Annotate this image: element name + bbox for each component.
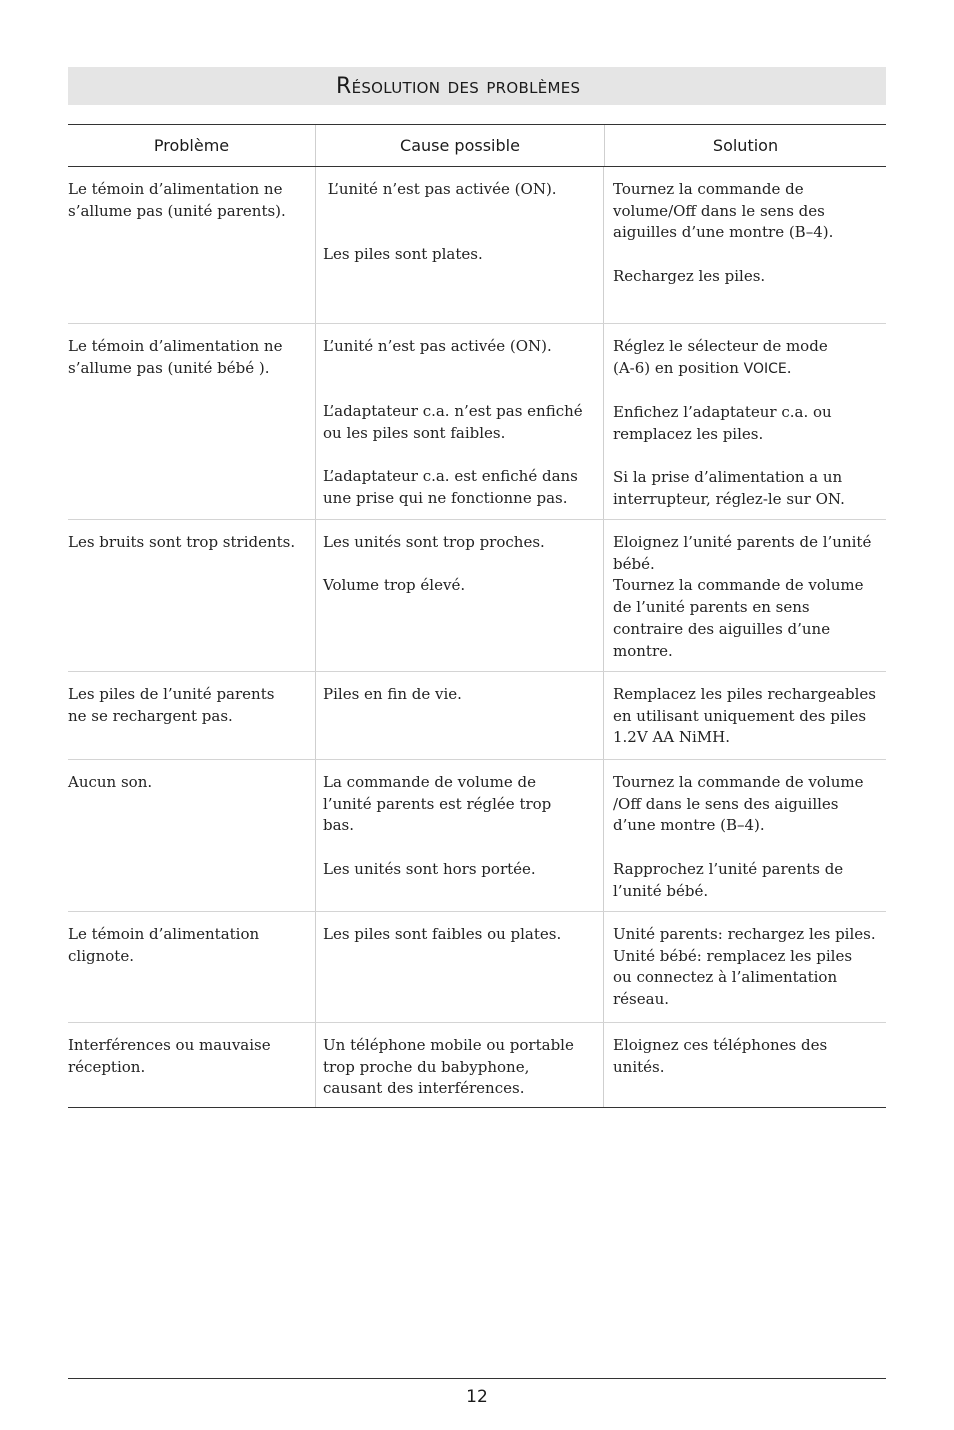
cause-cell: La commande de volume de l’unité parents est réglée trop bas. Les unités sont hors portée. (315, 760, 603, 911)
solution-cell: Réglez le sélecteur de mode (A-6) en position VOICE. Enfichez l’adaptateur c.a. ou remplacez les piles. Si la prise d’alimentation a un interrupteur, réglez-le sur ON. (603, 324, 886, 519)
table-row (68, 760, 886, 912)
solution-cell: Eloignez l’unité parents de l’unité bébé. Tournez la commande de volume de l’unité parents en sens contraire des aiguilles d’une montre. (603, 520, 886, 671)
problem-cell: Les bruits sont trop stridents. (68, 533, 296, 551)
cause-cell: Les piles sont faibles ou plates. (315, 912, 603, 1022)
solution-cell: Eloignez ces téléphones des unités. (603, 1023, 886, 1107)
table-row (68, 912, 886, 1023)
header-solution: Solution (604, 125, 886, 166)
table-row (68, 520, 886, 672)
cause-cell: Piles en fin de vie. (315, 672, 603, 759)
problem-cell: Les piles de l’unité parents ne se rechargent pas. (68, 685, 275, 725)
header-cause: Cause possible (315, 125, 604, 166)
cause-cell: Un téléphone mobile ou portable trop proche du babyphone, causant des interférences. (315, 1023, 603, 1107)
solution-cell: Tournez la commande de volume/Off dans le sens des aiguilles d’une montre (B–4). Rechargez les piles. (603, 167, 886, 323)
table-header (68, 124, 886, 167)
table-row (68, 1023, 886, 1108)
solution-cell: Remplacez les piles rechargeables en utilisant uniquement des piles 1.2V AA NiMH. (603, 672, 886, 759)
page-title: Résolution des problèmes (68, 67, 886, 105)
voice-mode-label: VOICE (743, 360, 787, 377)
page-number: 12 (466, 1387, 488, 1407)
problem-cell: Aucun son. (68, 773, 153, 791)
troubleshooting-table (68, 124, 886, 1108)
cause-cell: Les unités sont trop proches. Volume trop élevé. (315, 520, 603, 671)
header-problem: Problème (153, 136, 230, 155)
solution-cell: Tournez la commande de volume /Off dans le sens des aiguilles d’une montre (B–4). Rapprochez l’unité parents de l’unité bébé. (603, 760, 886, 911)
cause-cell: L’unité n’est pas activée (ON). L’adaptateur c.a. n’est pas enfiché ou les piles sont faibles. L’adaptateur c.a. est enfiché dans une prise qui ne fonctionne pas. (315, 324, 603, 519)
problem-cell: Le témoin d’alimentation ne s’allume pas (unité bébé ). (68, 337, 283, 377)
problem-cell: Le témoin d’alimentation ne s’allume pas (unité parents). (68, 180, 286, 220)
problem-cell: Le témoin d’alimentation clignote. (68, 925, 260, 965)
problem-cell: Interférences ou mauvaise réception. (68, 1036, 271, 1076)
table-row (68, 324, 886, 520)
cause-cell: L’unité n’est pas activée (ON). Les piles sont plates. (315, 167, 603, 323)
table-row (68, 167, 886, 324)
table-row (68, 672, 886, 760)
footer-divider (68, 1378, 886, 1379)
solution-cell: Unité parents: rechargez les piles. Unité bébé: remplacez les piles ou connectez à l’alimentation réseau. (603, 912, 886, 1022)
